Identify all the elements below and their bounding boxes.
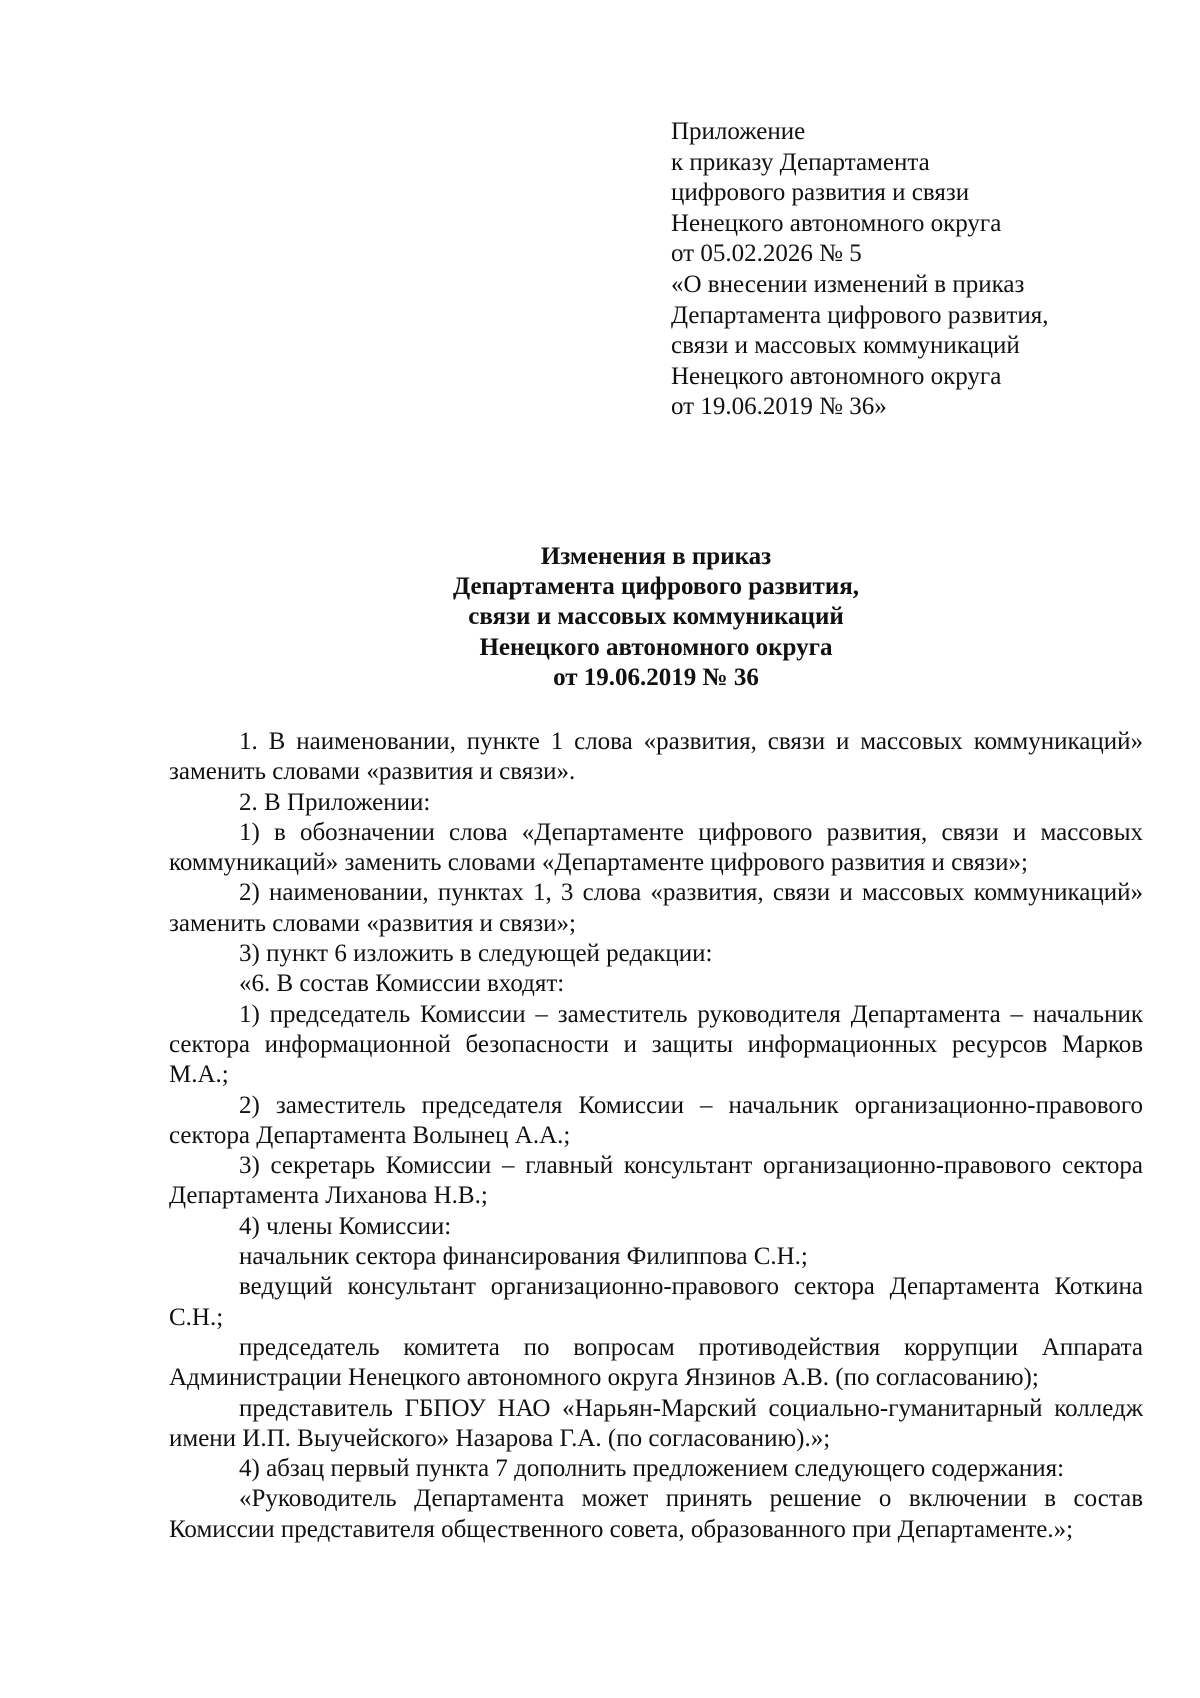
body-paragraph: 4) абзац первый пункта 7 дополнить предложением следующего содержания:	[239, 1455, 1065, 1483]
body-paragraph: 3) секретарь Комиссии – главный консультант организационно-правового сектора Департамента Лиханова Н.В.;	[169, 1152, 1143, 1210]
appendix-line: «О внесении изменений в приказ	[671, 270, 1025, 298]
title-line: Департамента цифрового развития,	[452, 573, 860, 601]
document-body	[169, 727, 1143, 1545]
document-title	[160, 542, 1152, 693]
body-paragraph: «Руководитель Департамента может принять решение о включении в состав Комиссии представителя общественного совета, образованного при Департаменте.»;	[169, 1485, 1143, 1543]
title-line: от 19.06.2019 № 36	[553, 663, 759, 691]
body-paragraph: 3) пункт 6 изложить в следующей редакции:	[239, 940, 713, 968]
appendix-line: связи и массовых коммуникаций	[671, 332, 1020, 360]
appendix-line: к приказу Департамента	[671, 148, 930, 176]
appendix-line: от 19.06.2019 № 36»	[671, 393, 887, 421]
body-paragraph: 2) наименовании, пунктах 1, 3 слова «развития, связи и массовых коммуникаций» заменить словами «развития и связи»;	[169, 879, 1143, 937]
appendix-line: Ненецкого автономного округа	[671, 362, 1002, 390]
body-paragraph: 1) в обозначении слова «Департаменте цифрового развития, связи и массовых коммуникаций» заменить словами «Департаменте цифрового развития и связи»;	[169, 818, 1143, 877]
body-paragraph: председатель комитета по вопросам противодействия коррупции Аппарата Администрации Ненецкого автономного округа Янзинов А.В. (по согласованию);	[169, 1333, 1143, 1392]
body-paragraph: 1. В наименовании, пункте 1 слова «развития, связи и массовых коммуникаций» заменить словами «развития и связи».	[169, 728, 1143, 786]
body-paragraph: представитель ГБПОУ НАО «Нарьян-Марский социально-гуманитарный колледж имени И.П. Выучейского» Назарова Г.А. (по согласованию).»;	[169, 1394, 1143, 1452]
title-line: Ненецкого автономного округа	[479, 633, 833, 661]
body-paragraph: ведущий консультант организационно-правового сектора Департамента Коткина С.Н.;	[169, 1273, 1143, 1331]
appendix-block	[671, 117, 1141, 423]
title-line: Изменения в приказ	[540, 543, 772, 570]
appendix-line: Приложение	[671, 118, 806, 145]
appendix-line: от 05.02.2026 № 5	[671, 240, 862, 268]
body-paragraph: 1) председатель Комиссии – заместитель руководителя Департамента – начальник сектора информационной безопасности и защиты информационных ресурсов Марков М.А.;	[169, 1000, 1143, 1089]
appendix-line: цифрового развития и связи	[671, 179, 970, 207]
appendix-line: Департамента цифрового развития,	[671, 301, 1049, 329]
appendix-line: Ненецкого автономного округа	[671, 209, 1002, 237]
title-line: связи и массовых коммуникаций	[468, 603, 844, 631]
body-paragraph: 4) члены Комиссии:	[239, 1212, 452, 1240]
body-paragraph: начальник сектора финансирования Филиппова С.Н.;	[239, 1243, 808, 1271]
body-paragraph: 2) заместитель председателя Комиссии – начальник организационно-правового сектора Департамента Волынец А.А.;	[169, 1091, 1143, 1149]
body-paragraph: «6. В состав Комиссии входят:	[239, 970, 565, 998]
body-paragraph: 2. В Приложении:	[239, 788, 431, 816]
